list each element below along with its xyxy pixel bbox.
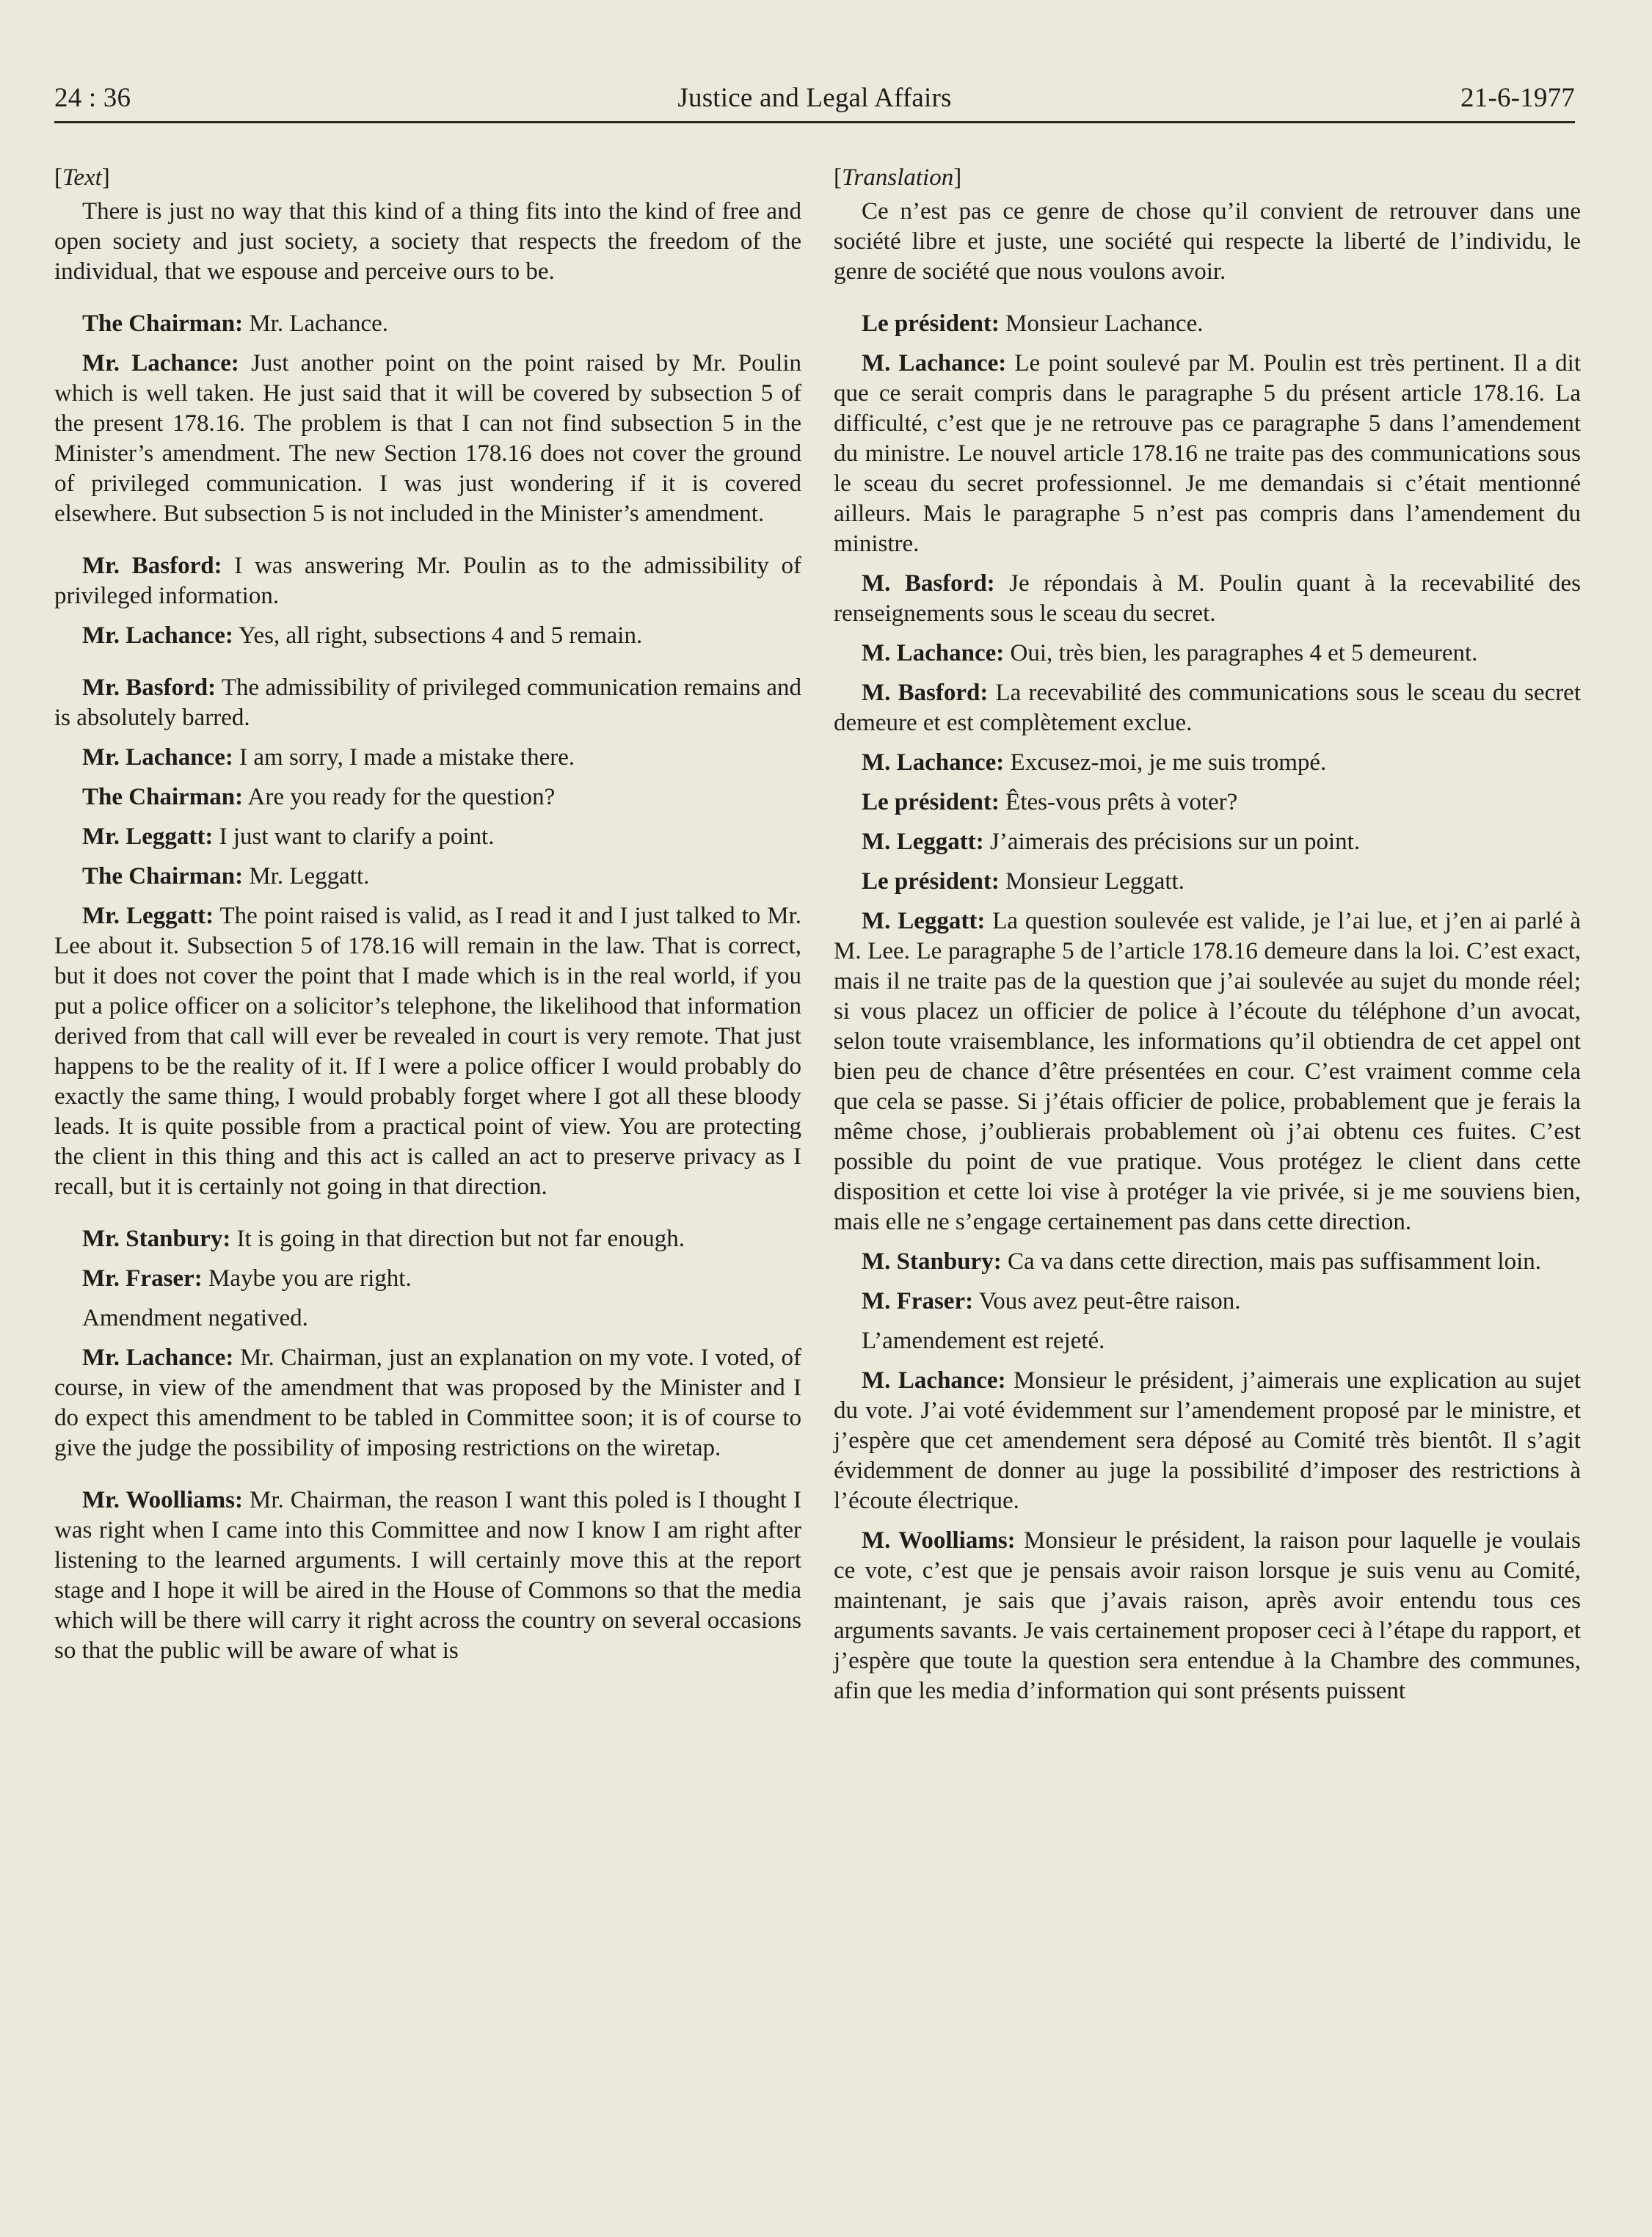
speaker-name: Mr. Woolliams: (82, 1487, 243, 1513)
speaker-name: M. Leggatt: (862, 829, 984, 855)
paragraph: M. Basford: La recevabilité des communications sous le sceau du secret demeure et est complètement exclue. (834, 680, 1581, 736)
paragraph: Le président: Êtes-vous prêts à voter? (862, 789, 1238, 815)
paragraph: Mr. Lachance: Just another point on the point raised by Mr. Poulin which is well taken. He just said that it will be covered by subsection 5 of the present 178.16. The problem is that I can not find subsection 5 in the Minister’s amendment. The new Section 178.16 does not cover the ground of privileged communication. I was just wondering if it is covered elsewhere. But subsection 5 is not included in the Minister’s amendment. (54, 350, 801, 527)
french-column (834, 163, 1581, 2086)
translation-marker: [Translation] (834, 164, 962, 191)
speaker-name: Mr. Fraser: (82, 1265, 203, 1292)
speaker-name: Mr. Lachance: (82, 350, 239, 377)
paragraph: Mr. Stanbury: It is going in that direction but not far enough. (82, 1226, 685, 1252)
paragraph: M. Lachance: Monsieur le président, j’aimerais une explication au sujet du vote. J’ai voté évidemment sur l’amendement proposé par le ministre, et j’espère que cet amendement sera déposé au Comité très bientôt. Il s’agit évidemment de donner au juge la possibilité d’imposer des restrictions à l’écoute électrique. (834, 1367, 1582, 1514)
paragraph: The Chairman: Mr. Lachance. (82, 310, 388, 337)
speaker-name: The Chairman: (82, 310, 244, 337)
paragraph: Ce n’est pas ce genre de chose qu’il convient de retrouver dans une société libre et juste, une société qui respecte la liberté de l’individu, le genre de société que nous voulons avoir. (834, 198, 1581, 285)
paragraph: Mr. Basford: I was answering Mr. Poulin as to the admissibility of privileged information. (54, 553, 801, 609)
paragraph: M. Leggatt: La question soulevée est valide, je l’ai lue, et j’en ai parlé à M. Lee. Le paragraphe 5 de l’article 178.16 demeure dans la loi. C’est exact, mais il ne traite pas de la question que j’ai soulevée au sujet du monde réel; si vous placez un officier de police à l’écoute du téléphone d’un avocat, selon toute vraisemblance, les informations qu’il obtiendra de cet appel ont bien peu de chance d’être présentées en cour. C’est vraiment comme cela que cela se passe. Si j’étais officier de police, probablement que je ferais la même chose, j’oublierais probablement où j’ai obtenu ces fuites. C’est possible du point de vue pratique. Vous protégez le client dans cette disposition et cette loi vise à protéger la vie privée, si je me souviens bien, mais elle ne s’engage certainement pas dans cette direction. (834, 908, 1581, 1235)
speaker-name: M. Lachance: (862, 749, 1005, 776)
speaker-name: M. Lachance: (862, 640, 1005, 666)
speaker-name: Mr. Stanbury: (82, 1226, 231, 1252)
header-date: 21-6-1977 (1460, 83, 1575, 113)
paragraph: The Chairman: Mr. Leggatt. (82, 863, 370, 890)
paragraph: M. Lachance: Oui, très bien, les paragraphes 4 et 5 demeurent. (862, 640, 1478, 666)
paragraph: Amendment negatived. (82, 1305, 308, 1331)
publication-title: Justice and Legal Affairs (677, 83, 952, 113)
page-number: 24 : 36 (54, 83, 131, 113)
paragraph: M. Woolliams: Monsieur le président, la raison pour laquelle je voulais ce vote, c’est que je pensais avoir raison lorsque je suis venu au Comité, maintenant, je sais que j’avais raison, après avoir entendu tous ces arguments savants. Je vais certainement proposer ceci à l’étape du rapport, et j’espère que toute la question sera entendue à la Chambre des communes, afin que les media d’information qui sont présents puissent (834, 1527, 1581, 1704)
speaker-name: M. Leggatt: (862, 908, 986, 934)
paragraph: Le président: Monsieur Leggatt. (862, 868, 1185, 895)
speaker-name: M. Lachance: (862, 1367, 1006, 1394)
paragraph: There is just no way that this kind of a thing fits into the kind of free and open society and just society, a society that respects the freedom of the individual, that we espouse and perceive ours to be. (54, 198, 801, 285)
paragraph: Mr. Leggatt: The point raised is valid, as I read it and I just talked to Mr. Lee about it. Subsection 5 of 178.16 will remain in the law. That is correct, but it does not cover the point that I made which is in the real world, if you put a police officer on a solicitor’s telephone, the likelihood that information derived from that call will ever be revealed in court is very remote. That just happens to be the reality of it. If I were a police officer I would probably do exactly the same thing, I would probably forget where I got all these bloody leads. It is quite possible from a practical point of view. You are protecting the client in this thing and this act is called an act to preserve privacy as I recall, but it is certainly not going in that direction. (54, 903, 802, 1200)
speaker-name: Mr. Leggatt: (82, 903, 214, 929)
paragraph: Le président: Monsieur Lachance. (862, 310, 1204, 337)
speaker-name: The Chairman: (82, 784, 244, 810)
speaker-name: Mr. Lachance: (82, 1345, 234, 1371)
paragraph: Mr. Lachance: I am sorry, I made a mistake there. (82, 744, 575, 771)
paragraph: Mr. Basford: The admissibility of privileged communication remains and is absolutely barred. (54, 674, 801, 731)
speaker-name: Mr. Lachance: (82, 622, 233, 649)
speaker-name: Le président: (862, 789, 1000, 815)
speaker-name: M. Basford: (862, 680, 989, 706)
paragraph: M. Stanbury: Ca va dans cette direction, mais pas suffisamment loin. (862, 1248, 1541, 1275)
text-marker: [Text] (54, 164, 110, 191)
paragraph: M. Fraser: Vous avez peut-être raison. (862, 1288, 1241, 1314)
paragraph: Mr. Lachance: Yes, all right, subsections 4 and 5 remain. (82, 622, 643, 649)
paragraph: Mr. Woolliams: Mr. Chairman, the reason I want this poled is I thought I was right when I came into this Committee and now I know I am right after listening to the learned arguments. I will certainly move this at the report stage and I hope it will be aired in the House of Commons so that the media which will be there will carry it right across the country on several occasions so that the public will be aware of what is (54, 1487, 801, 1664)
paragraph: M. Leggatt: J’aimerais des précisions sur un point. (862, 829, 1361, 855)
header-rule (54, 121, 1575, 123)
paragraph: L’amendement est rejeté. (862, 1328, 1105, 1354)
paragraph: M. Lachance: Excusez-moi, je me suis trompé. (862, 749, 1327, 776)
paragraph: M. Basford: Je répondais à M. Poulin quant à la recevabilité des renseignements sous le sceau du secret. (834, 570, 1581, 627)
paragraph: Mr. Leggatt: I just want to clarify a point. (82, 823, 495, 850)
paragraph: Mr. Lachance: Mr. Chairman, just an explanation on my vote. I voted, of course, in view of the amendment that was proposed by the Minister and I do expect this amendment to be tabled in Committee soon; it is of course to give the judge the possibility of imposing restrictions on the wiretap. (54, 1345, 801, 1461)
paragraph: The Chairman: Are you ready for the question? (82, 784, 556, 810)
speaker-name: M. Fraser: (862, 1288, 974, 1314)
speaker-name: Mr. Basford: (82, 674, 216, 701)
speaker-name: Mr. Leggatt: (82, 823, 214, 850)
speaker-name: Le président: (862, 310, 1000, 337)
speaker-name: M. Woolliams: (862, 1527, 1016, 1554)
running-header (54, 82, 1575, 123)
speaker-name: M. Basford: (862, 570, 995, 597)
speaker-name: Mr. Basford: (82, 553, 222, 579)
speaker-name: M. Stanbury: (862, 1248, 1002, 1275)
speaker-name: Le président: (862, 868, 1000, 895)
paragraph: Mr. Fraser: Maybe you are right. (82, 1265, 412, 1292)
paragraph: M. Lachance: Le point soulevé par M. Poulin est très pertinent. Il a dit que ce serait compris dans le paragraphe 5 du présent article 178.16. La difficulté, c’est que je ne retrouve pas ce paragraphe 5 dans l’amendement du ministre. Le nouvel article 178.16 ne traite pas des communications sous le sceau du secret professionnel. Je me demandais si c’était mentionné ailleurs. Mais le paragraphe 5 n’est pas compris dans l’amendement du ministre. (834, 350, 1582, 557)
speaker-name: The Chairman: (82, 863, 244, 890)
english-column (54, 163, 801, 2086)
speaker-name: Mr. Lachance: (82, 744, 233, 771)
speaker-name: M. Lachance: (862, 350, 1007, 377)
